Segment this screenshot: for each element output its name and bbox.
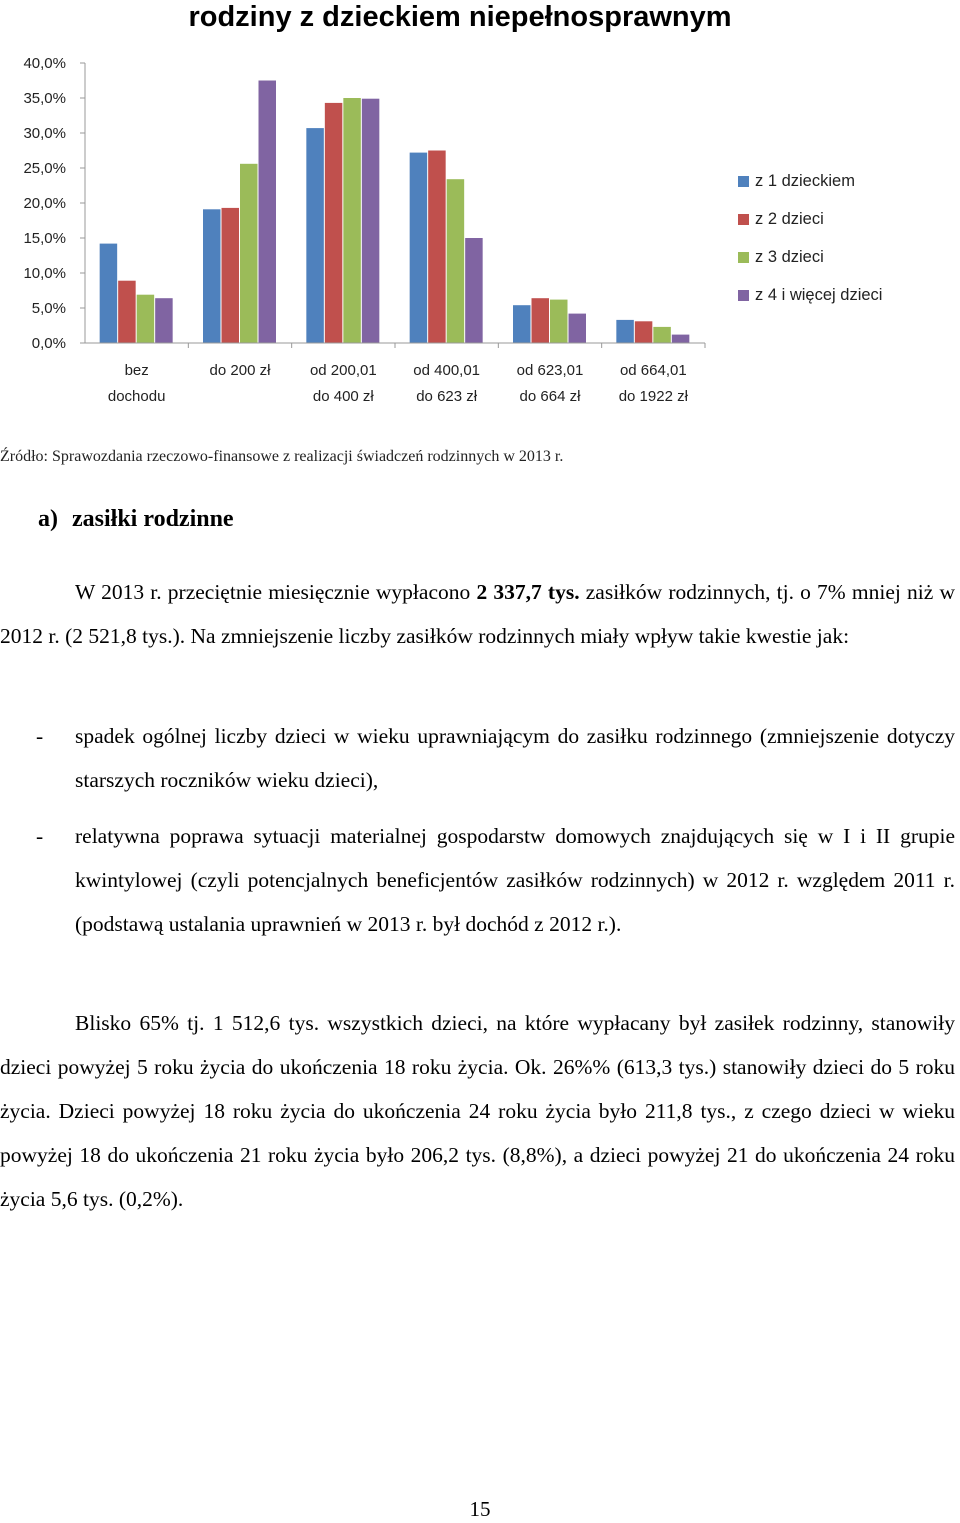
- x-tick-label: od 664,01: [619, 362, 687, 379]
- y-tick-label: 20,0%: [23, 195, 66, 212]
- bar: [447, 179, 465, 343]
- bar: [203, 209, 221, 343]
- bar: [325, 103, 343, 343]
- bullet-dash: -: [36, 724, 44, 748]
- bullet-dash: -: [36, 824, 44, 848]
- bar: [259, 81, 277, 344]
- bar: [616, 320, 634, 343]
- bar: [513, 305, 531, 343]
- bar: [653, 327, 671, 343]
- x-tick-label: do 664 zł: [519, 388, 581, 405]
- legend-item: [738, 276, 882, 314]
- bar: [343, 98, 361, 343]
- source-note: Źródło: Sprawozdania rzeczowo-finansowe z realizacji świadczeń rodzinnych w 2013 r.: [0, 448, 564, 465]
- legend-swatch: [738, 252, 749, 263]
- x-tick-label: do 400 zł: [312, 388, 374, 405]
- bar: [100, 244, 118, 343]
- y-axis: [23, 55, 85, 352]
- y-tick-label: 25,0%: [23, 160, 66, 177]
- bullet-text: spadek ogólnej liczby dzieci w wieku uprawniającym do zasiłku rodzinnego (zmniejszenie dotyczy starszych roczników wieku dzieci),: [75, 724, 955, 792]
- y-tick-label: 30,0%: [23, 125, 66, 142]
- y-tick-label: 10,0%: [23, 265, 66, 282]
- legend-swatch: [738, 176, 749, 187]
- bar: [465, 238, 483, 343]
- x-tick-label: do 200 zł: [209, 362, 271, 379]
- x-tick-label: bez: [124, 362, 149, 379]
- bar: [137, 295, 155, 343]
- x-tick-label: dochodu: [107, 388, 166, 405]
- bar: [410, 153, 428, 343]
- bar: [428, 151, 446, 344]
- paragraph-1-part2: zasiłków rodzinnych, tj. o 7% mniej niż w 2012 r. (2 521,8 tys.). Na zmniejszenie liczby zasiłków rodzinnych miały wpływ takie kwestie jak:: [0, 580, 956, 648]
- x-tick-label: od 400,01: [413, 362, 481, 379]
- bars: [100, 81, 690, 344]
- section-number: a): [38, 506, 58, 532]
- bar: [532, 298, 550, 343]
- bar: [118, 281, 135, 343]
- chart-title: rodziny z dzieckiem niepełnosprawnym: [188, 1, 732, 33]
- paragraph-2-text: Blisko 65% tj. 1 512,6 tys. wszystkich dzieci, na które wypłacany był zasiłek rodzinny, stanowiły dzieci powyżej 5 roku życia do ukończenia 18 roku życia. Ok. 26%% (613,3 tys.) stanowiły dzieci do 5 roku życia. Dzieci powyżej 18 roku życia do ukończenia 24 roku życia było 211,8 tys., z czego dzieci w wieku powyżej 18 do ukończenia 21 roku życia było 206,2 tys. (8,8%), a dzieci powyżej 21 do ukończenia 24 roku życia 5,6 tys. (0,2%).: [0, 1011, 955, 1211]
- y-tick-label: 40,0%: [23, 55, 66, 72]
- legend-label: z 4 i więcej dzieci: [755, 285, 883, 304]
- x-tick-label: od 200,01: [309, 362, 377, 379]
- paragraph-1-bold: 2 337,7 tys.: [476, 580, 580, 604]
- paragraph-1-part1: W 2013 r. przeciętnie miesięcznie wypłacono: [75, 580, 477, 604]
- bar: [672, 335, 690, 343]
- y-tick-label: 0,0%: [31, 335, 66, 352]
- bullet-text: relatywna poprawa sytuacji materialnej gospodarstw domowych znajdujących się w I i II grupie kwintylowej (czyli potencjalnych beneficjentów zasiłków rodzinnych) w 2012 r. względem 2011 r. (podstawą ustalania uprawnień w 2013 r. był dochód z 2012 r.).: [75, 824, 955, 936]
- bullet-item: [0, 814, 955, 946]
- bullet-item: [0, 714, 955, 802]
- bar: [155, 298, 173, 343]
- legend-label: z 2 dzieci: [755, 209, 824, 228]
- section-heading: [38, 506, 234, 533]
- legend-item: [738, 238, 882, 276]
- bar: [550, 300, 568, 343]
- bar: [222, 208, 240, 343]
- y-tick-label: 5,0%: [31, 300, 66, 317]
- bar: [362, 99, 380, 343]
- bar: [635, 321, 653, 343]
- x-tick-label: od 623,01: [516, 362, 584, 379]
- y-tick-label: 35,0%: [23, 90, 66, 107]
- bar: [569, 314, 587, 343]
- bar: [240, 164, 258, 343]
- paragraph-2: [0, 1001, 955, 1221]
- paragraph-1: [0, 570, 955, 658]
- x-tick-label: do 623 zł: [416, 388, 478, 405]
- x-tick-label: do 1922 zł: [618, 388, 688, 405]
- legend-swatch: [738, 290, 749, 301]
- section-title: zasiłki rodzinne: [72, 506, 234, 532]
- x-axis: [85, 343, 705, 405]
- y-tick-label: 15,0%: [23, 230, 66, 247]
- chart-legend: [738, 162, 882, 314]
- legend-label: z 3 dzieci: [755, 247, 824, 266]
- legend-item: [738, 200, 882, 238]
- legend-label: z 1 dzieckiem: [755, 171, 855, 190]
- legend-item: [738, 162, 882, 200]
- bar: [306, 128, 324, 343]
- legend-swatch: [738, 214, 749, 225]
- page-number: 15: [469, 1497, 491, 1521]
